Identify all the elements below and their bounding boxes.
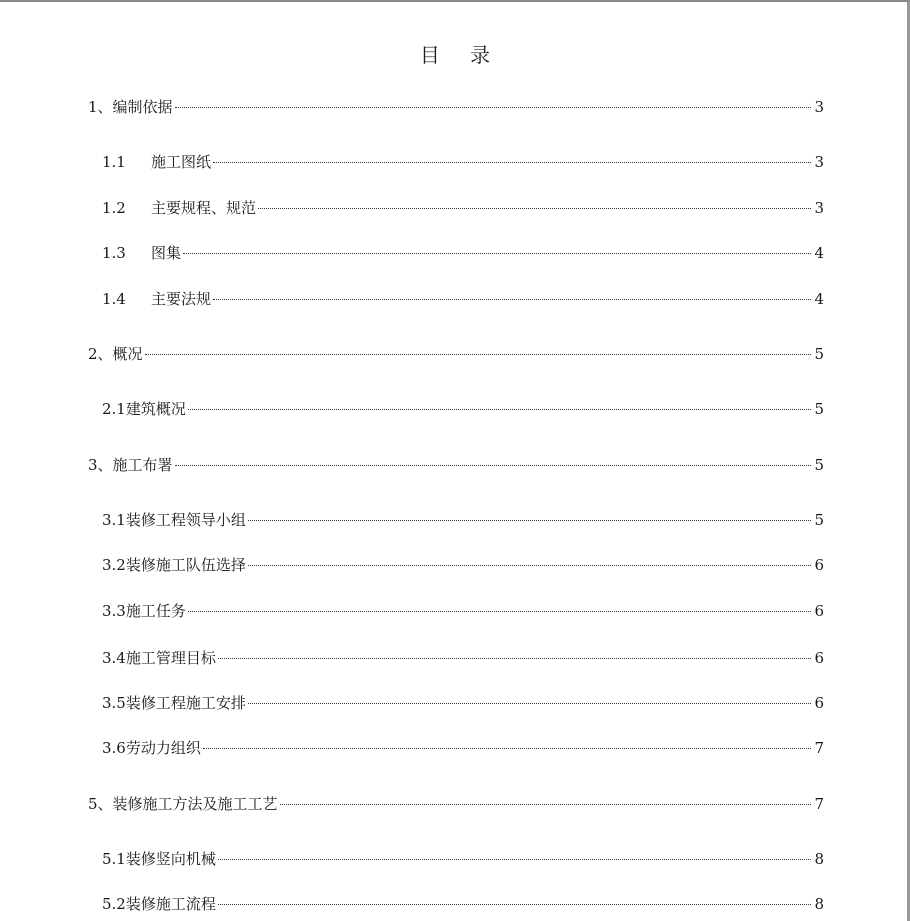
- toc-entry-number: 3.4: [102, 649, 126, 667]
- toc-entry[interactable]: [102, 197, 824, 219]
- toc-entry[interactable]: [88, 96, 824, 118]
- toc-entry-page: 8: [814, 895, 824, 913]
- toc-entry-label: 装修竖向机械: [125, 850, 216, 868]
- toc-entry-page: 7: [814, 739, 824, 757]
- toc-entry-page: 4: [814, 290, 824, 308]
- dot-leader: [213, 162, 811, 163]
- toc-entry-page: 6: [814, 694, 824, 712]
- toc-entry-number: 1.4: [102, 290, 126, 308]
- toc-entry-page: 3: [814, 153, 824, 171]
- toc-entry[interactable]: [102, 893, 824, 915]
- toc-entry-label: 施工管理目标: [125, 649, 216, 667]
- toc-entry-page: 4: [814, 244, 824, 262]
- dot-leader: [203, 748, 812, 749]
- toc-entry[interactable]: [102, 692, 824, 714]
- toc-entry-page: 6: [814, 649, 824, 667]
- dot-leader: [218, 859, 812, 860]
- toc-entry-label: 装修工程领导小组: [125, 511, 246, 529]
- toc-title: 目 录: [419, 43, 503, 67]
- toc-entry[interactable]: [88, 454, 824, 476]
- dot-leader: [175, 465, 812, 466]
- toc-entry-number: 3.6: [102, 739, 126, 757]
- toc-entry-number: 3.3: [102, 602, 126, 620]
- toc-entry[interactable]: [102, 398, 824, 420]
- toc-entry-number: 1.1: [102, 153, 126, 171]
- dot-leader: [145, 354, 812, 355]
- toc-entry-label: 施工图纸: [151, 153, 212, 171]
- dot-leader: [248, 565, 812, 566]
- toc-entry-number: 5.2: [102, 895, 126, 913]
- dot-leader: [258, 208, 811, 209]
- toc-entry-page: 5: [814, 511, 824, 529]
- toc-entry[interactable]: [102, 848, 824, 870]
- toc-entry-label: 装修施工队伍选择: [125, 556, 246, 574]
- toc-entry[interactable]: [102, 509, 824, 531]
- toc-entry-label: 概况: [112, 345, 143, 363]
- toc-entry[interactable]: [88, 793, 824, 815]
- toc-entry-page: 7: [814, 795, 824, 813]
- dot-leader: [248, 703, 812, 704]
- toc-entry-number: 2.1: [102, 400, 126, 418]
- toc-entry-label: 装修施工方法及施工工艺: [112, 795, 278, 813]
- toc-entry-label: 劳动力组织: [125, 739, 201, 757]
- toc-entry-page: 6: [814, 602, 824, 620]
- toc-entry-number: 2、: [88, 345, 113, 363]
- toc-entry[interactable]: [102, 554, 824, 576]
- toc-entry-number: 3.5: [102, 694, 126, 712]
- toc-entry-number: 5、: [88, 795, 113, 813]
- toc-entry-page: 3: [814, 98, 824, 116]
- dot-leader: [213, 299, 811, 300]
- dot-leader: [188, 409, 812, 410]
- toc-entry-page: 5: [814, 456, 824, 474]
- dot-leader: [218, 658, 812, 659]
- toc-entry[interactable]: [102, 151, 824, 173]
- toc-entry-label: 施工布署: [112, 456, 173, 474]
- toc-entry[interactable]: [102, 242, 824, 264]
- toc-entry-page: 5: [814, 400, 824, 418]
- toc-entry-label: 建筑概况: [125, 400, 186, 418]
- dot-leader: [183, 253, 811, 254]
- dot-leader: [175, 107, 812, 108]
- toc-entry-label: 装修施工流程: [125, 895, 216, 913]
- toc-entry-label: 施工任务: [125, 602, 186, 620]
- toc-entry-number: 3.2: [102, 556, 126, 574]
- toc-entry-page: 6: [814, 556, 824, 574]
- toc-entry[interactable]: [88, 343, 824, 365]
- toc-entry-page: 8: [814, 850, 824, 868]
- toc-entry[interactable]: [102, 600, 824, 622]
- toc-entry-number: 1、: [88, 98, 113, 116]
- toc-entry-page: 5: [814, 345, 824, 363]
- toc-entry-label: 编制依据: [112, 98, 173, 116]
- toc-entry[interactable]: [102, 737, 824, 759]
- toc-entry-number: 3.1: [102, 511, 126, 529]
- dot-leader: [218, 904, 812, 905]
- toc-entry-label: 装修工程施工安排: [125, 694, 246, 712]
- dot-leader: [280, 804, 812, 805]
- toc-entry-number: 3、: [88, 456, 113, 474]
- toc-entry-number: 1.2: [102, 199, 126, 217]
- dot-leader: [188, 611, 812, 612]
- toc-entry-page: 3: [814, 199, 824, 217]
- toc-entry[interactable]: [102, 647, 824, 669]
- dot-leader: [248, 520, 812, 521]
- toc-entry-number: 1.3: [102, 244, 126, 262]
- toc-entry-number: 5.1: [102, 850, 126, 868]
- toc-entry-label: 图集: [151, 244, 182, 262]
- toc-entry-label: 主要规程、规范: [151, 199, 257, 217]
- toc-entry[interactable]: [102, 288, 824, 310]
- toc-entry-label: 主要法规: [151, 290, 212, 308]
